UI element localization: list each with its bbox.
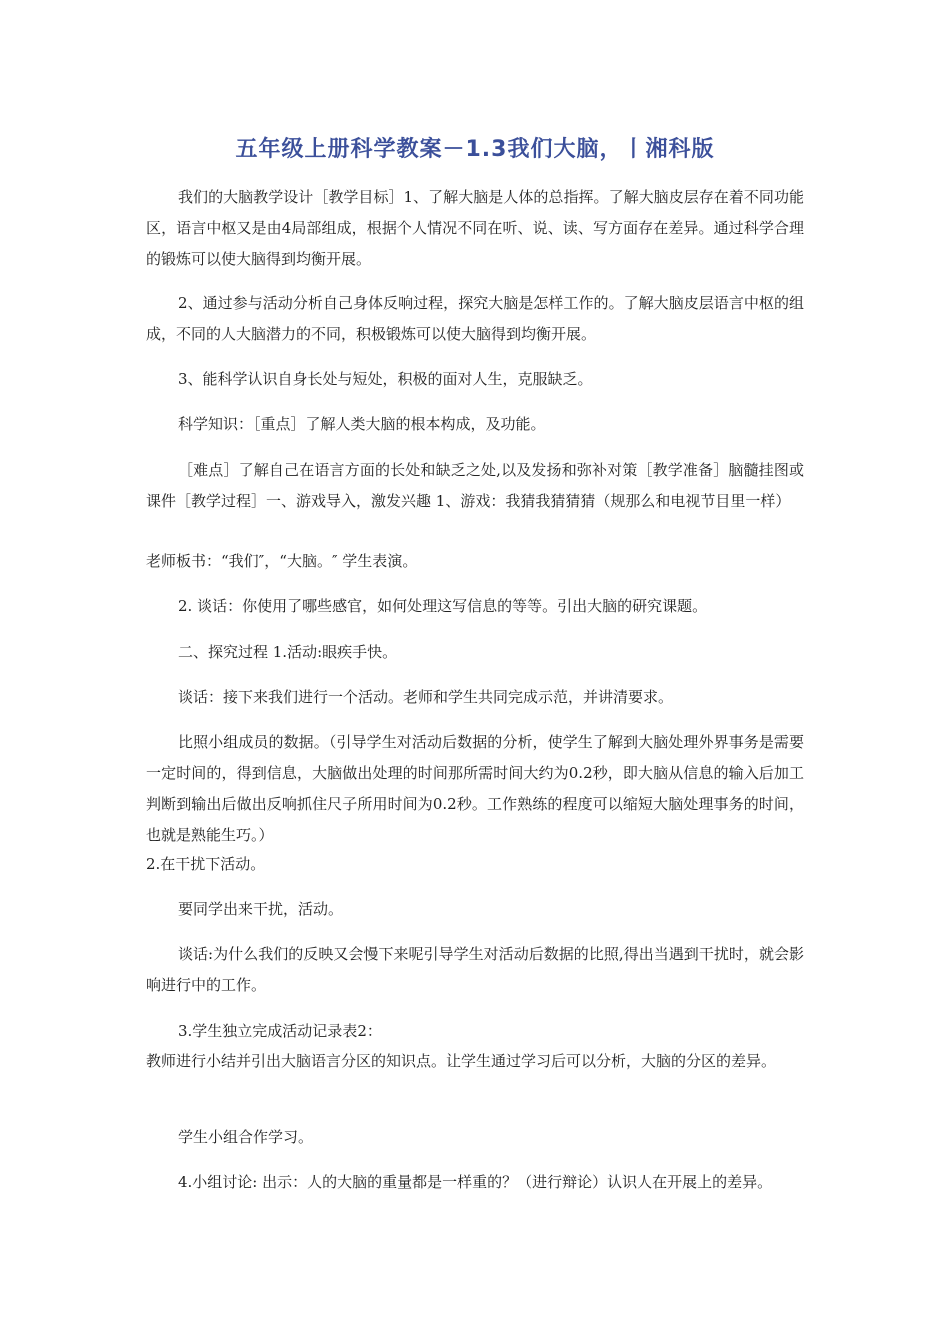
- paragraph-compare-data: 比照小组成员的数据。（引导学生对活动后数据的分析，使学生了解到大脑处理外界事务是需要一定时间的，得到信息，大脑做出处理的时间那所需时间大约为0.2秒，即大脑从信息的输入后加工判断到输出后做出反响抓住尺子所用时间为0.2秒。工作熟练的程度可以缩短大脑处理事务的时间，也就是熟能生巧。）: [146, 733, 804, 844]
- paragraph-objective-3: 3、能科学认识自身长处与短处，积极的面对人生，克服缺乏。: [178, 370, 593, 388]
- paragraph-talk-1: 2. 谈话：你使用了哪些感官，如何处理这写信息的等等。引出大脑的研究课题。: [178, 597, 708, 615]
- paragraph-group-study: 学生小组合作学习。: [178, 1128, 314, 1146]
- paragraph-disturb: 要同学出来干扰，活动。: [178, 900, 344, 918]
- document-title: 五年级上册科学教案－1.3我们大脑，丨湘科版: [235, 137, 715, 162]
- paragraph-explore: 二、探究过程 1.活动:眼疾手快。: [178, 643, 398, 661]
- paragraph-record-table: 3.学生独立完成活动记录表2：: [178, 1022, 382, 1040]
- paragraph-talk-3: 谈话:为什么我们的反映又会慢下来呢引导学生对活动后数据的比照,得出当遇到干扰时，就会影响进行中的工作。: [146, 945, 804, 994]
- paragraph-discussion: 4.小组讨论: 出示：人的大脑的重量都是一样重的？（进行辩论）认识人在开展上的差异。: [178, 1173, 773, 1191]
- paragraph-difficulty: ［难点］了解自己在语言方面的长处和缺乏之处,以及发扬和弥补对策［教学准备］脑髓挂图或课件［教学过程］一、游戏导入，激发兴趣 1、游戏：我猜我猜猜猜（规那么和电视节目里一样）: [146, 461, 804, 510]
- paragraph-key-point: 科学知识：［重点］了解人类大脑的根本构成，及功能。: [178, 415, 546, 433]
- paragraph-board-writing: 老师板书：“我们″，“大脑。″ 学生表演。: [146, 552, 418, 570]
- paragraph-objective-2: 2、通过参与活动分析自己身体反响过程，探究大脑是怎样工作的。了解大脑皮层语言中枢的组成，不同的人大脑潜力的不同，积极锻炼可以使大脑得到均衡开展。: [146, 294, 804, 343]
- paragraph-objectives: 我们的大脑教学设计［教学目标］1、了解大脑是人体的总指挥。了解大脑皮层存在着不同功能区，语言中枢又是由4局部组成，根据个人情况不同在听、说、读、写方面存在差异。通过科学合理的锻炼可以使大脑得到均衡开展。: [146, 188, 804, 268]
- paragraph-summary: 教师进行小结并引出大脑语言分区的知识点。让学生通过学习后可以分析，大脑的分区的差异。: [146, 1052, 777, 1070]
- paragraph-interference: 2.在干扰下活动。: [146, 855, 266, 873]
- paragraph-talk-2: 谈话：接下来我们进行一个活动。老师和学生共同完成示范，并讲清要求。: [178, 688, 674, 706]
